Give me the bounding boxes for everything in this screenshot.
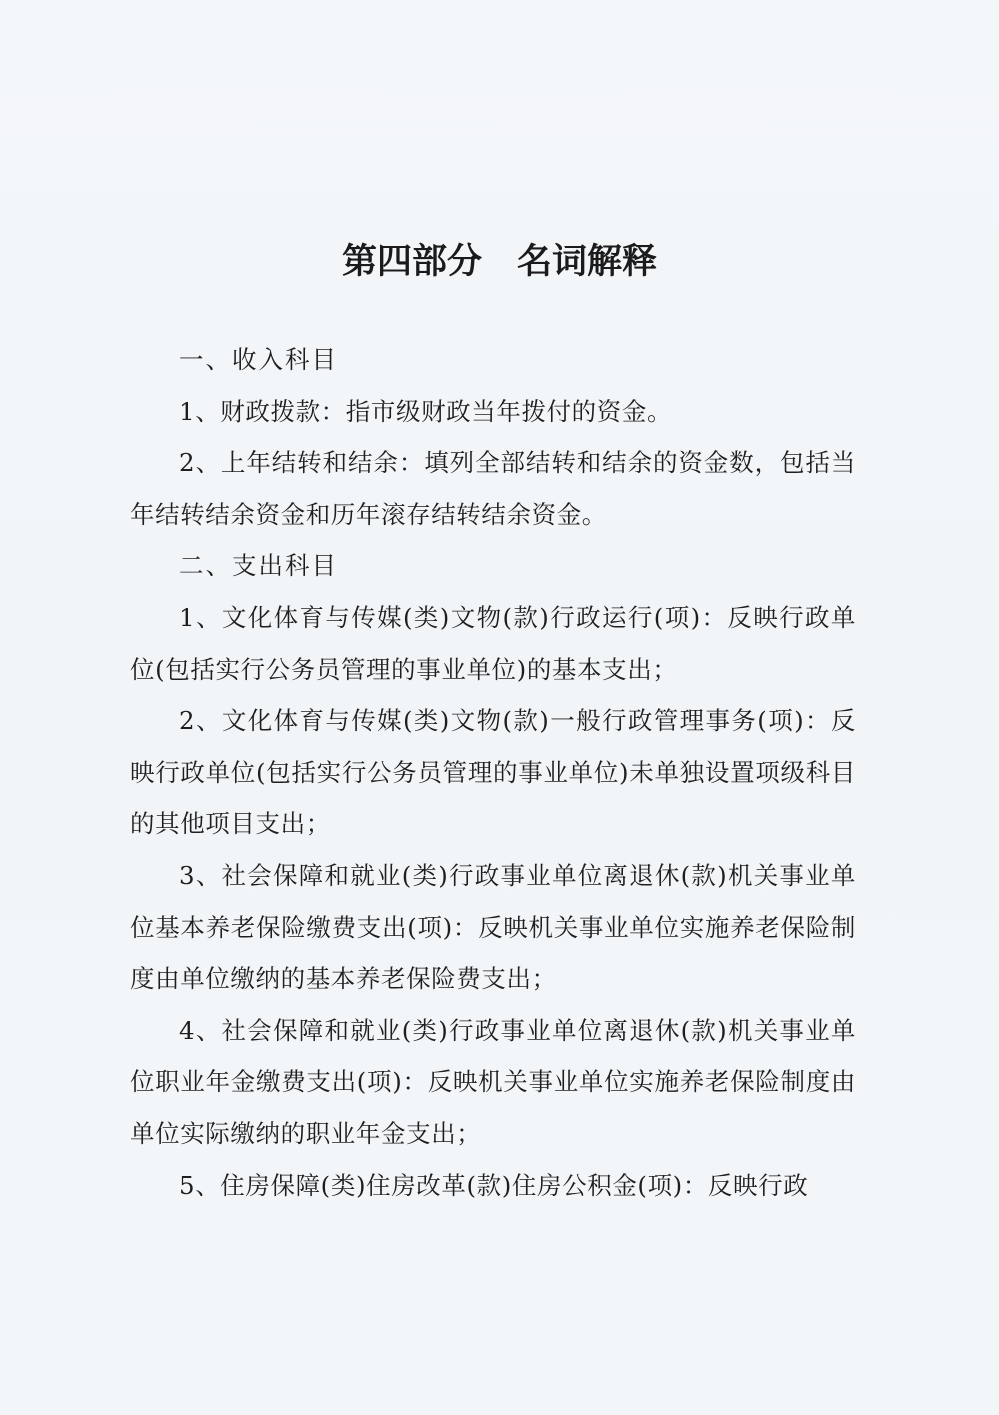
document-body — [130, 334, 856, 1211]
paragraph-carryover-balance: 2、上年结转和结余：填列全部结转和结余的资金数，包括当年结转结余资金和历年滚存结转结余资金。 — [130, 448, 856, 529]
paragraph-housing-fund: 5、住房保障(类)住房改革(款)住房公积金(项)：反映行政 — [179, 1170, 809, 1200]
section-heading-income: 一、收入科目 — [179, 345, 338, 374]
page-title: 第四部分 名词解释 — [341, 241, 657, 282]
paragraph-fiscal-appropriation: 1、财政拨款：指市级财政当年拨付的资金。 — [179, 396, 673, 426]
paragraph-occupational-annuity: 4、社会保障和就业(类)行政事业单位离退休(款)机关事业单位职业年金缴费支出(项)：反映机关事业单位实施养老保险制度由单位实际缴纳的职业年金支出； — [130, 1015, 856, 1148]
section-heading-expenditure: 二、支出科目 — [179, 551, 338, 581]
paragraph-basic-pension: 3、社会保障和就业(类)行政事业单位离退休(款)机关事业单位基本养老保险缴费支出(项)：反映机关事业单位实施养老保险制度由单位缴纳的基本养老保险费支出； — [130, 860, 856, 994]
paragraph-admin-operation: 1、文化体育与传媒(类)文物(款)行政运行(项)：反映行政单位(包括实行公务员管理的事业单位)的基本支出； — [130, 602, 856, 684]
paragraph-general-admin-affairs: 2、文化体育与传媒(类)文物(款)一般行政管理事务(项)：反映行政单位(包括实行公务员管理的事业单位)未单独设置项级科目的其他项目支出； — [130, 706, 856, 839]
